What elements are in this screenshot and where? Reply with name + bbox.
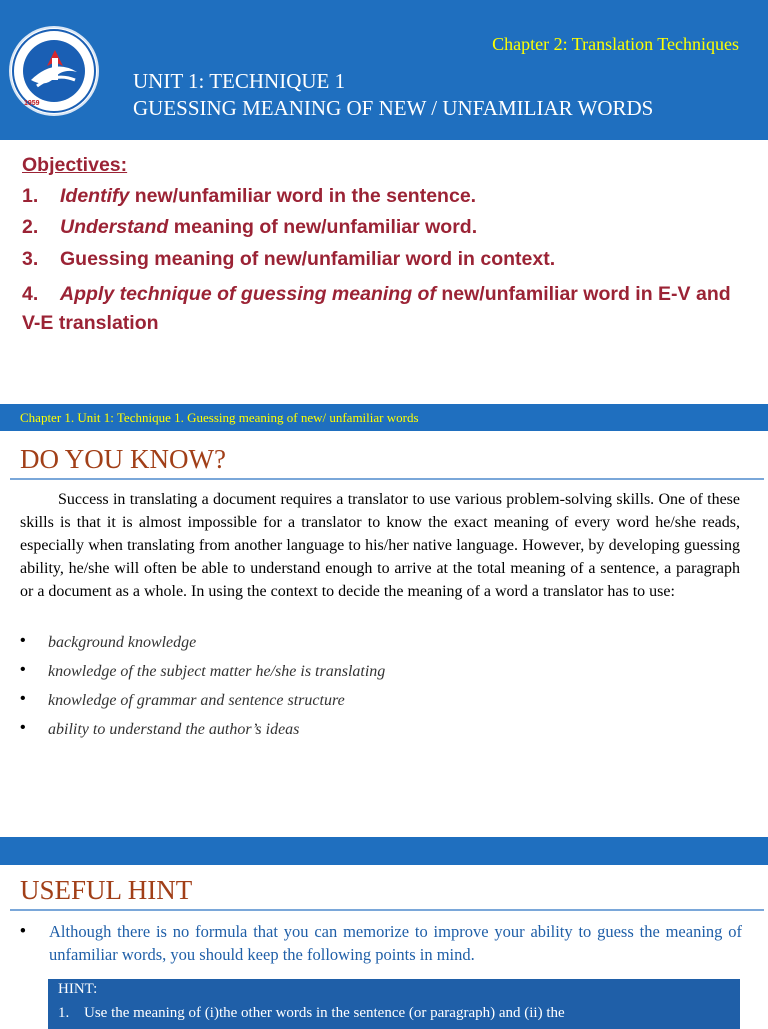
objective-item: [22, 280, 746, 338]
objectives-title: Objectives:: [22, 154, 128, 176]
objective-text: new/unfamiliar word in E-V and V-E translation: [22, 283, 731, 334]
objective-text: Guessing meaning of new/unfamiliar word in context.: [60, 248, 556, 270]
bullet-icon: •: [20, 690, 26, 707]
objective-number: 4.: [22, 283, 39, 305]
bullet-icon: •: [20, 632, 26, 649]
hint-paragraph-text: Although there is no formula that you can memorize to improve your ability to guess the meaning of unfamiliar words, you should keep the following points in mind.: [49, 922, 742, 964]
objective-item: [22, 248, 555, 271]
slide-header-bar: [0, 837, 768, 865]
list-item: [20, 632, 740, 661]
slide-caption: Chapter 1. Unit 1: Technique 1. Guessing meaning of new/ unfamiliar words: [20, 410, 419, 425]
heading-divider: [10, 478, 764, 480]
hint-item: [58, 1005, 730, 1022]
bullet-icon: •: [20, 719, 26, 736]
objective-number: 3.: [22, 248, 39, 270]
objective-italic: Understand: [60, 216, 169, 238]
hint-label: HINT:: [58, 981, 98, 997]
hint-paragraph: [20, 920, 742, 966]
section-heading: DO YOU KNOW?: [20, 444, 226, 474]
chapter-title: Chapter 2: Translation Techniques: [492, 34, 739, 54]
list-item-text: knowledge of the subject matter he/she is translating: [48, 663, 386, 680]
slide-caption-bar: [0, 404, 768, 431]
university-logo: [11, 28, 97, 114]
list-item: [20, 661, 740, 690]
slide-header: [0, 0, 768, 140]
list-item: [20, 690, 740, 719]
body-paragraph: [20, 488, 740, 603]
body-paragraph-text: Success in translating a document requires a translator to use various problem-solving skills. One of these skills is that it is almost impossible for a translator to know the exact meaning of every word he/she reads, especially when translating from another language to his/her native language. However, by developing guessing ability, he/she will often be able to understand enough to arrive at the total meaning of a sentence, a paragraph or a document as a whole. In using the context to decide the meaning of a word a translator has to use:: [20, 491, 740, 600]
unit-title-line2: GUESSING MEANING OF NEW / UNFAMILIAR WORDS: [133, 96, 654, 120]
objective-italic: Apply technique of guessing meaning of: [60, 283, 436, 305]
heading-divider: [10, 909, 764, 911]
section-heading: USEFUL HINT: [20, 875, 193, 905]
hint-text: Use the meaning of (i)the other words in the sentence (or paragraph) and (ii) the: [84, 1005, 565, 1021]
unit-title-line1: UNIT 1: TECHNIQUE 1: [133, 69, 346, 93]
objective-text: meaning of new/unfamiliar word.: [168, 216, 478, 238]
unit-title: [133, 68, 653, 122]
objective-number: 1.: [22, 185, 39, 207]
bullet-icon: •: [20, 661, 26, 678]
list-item: [20, 719, 740, 748]
bullet-icon: •: [20, 922, 26, 940]
hint-box: [48, 979, 740, 1029]
bullet-list: [20, 632, 740, 748]
list-item-text: ability to understand the author’s ideas: [48, 721, 300, 738]
list-item-text: background knowledge: [48, 634, 197, 651]
hint-number: 1.: [58, 1005, 70, 1021]
list-item-text: knowledge of grammar and sentence structure: [48, 692, 345, 709]
objective-number: 2.: [22, 216, 39, 238]
objective-item: [22, 185, 476, 208]
objective-text: new/unfamiliar word in the sentence.: [129, 185, 477, 207]
logo-year: 1959: [24, 100, 40, 107]
objective-italic: Identify: [60, 185, 130, 207]
objective-item: [22, 216, 477, 239]
